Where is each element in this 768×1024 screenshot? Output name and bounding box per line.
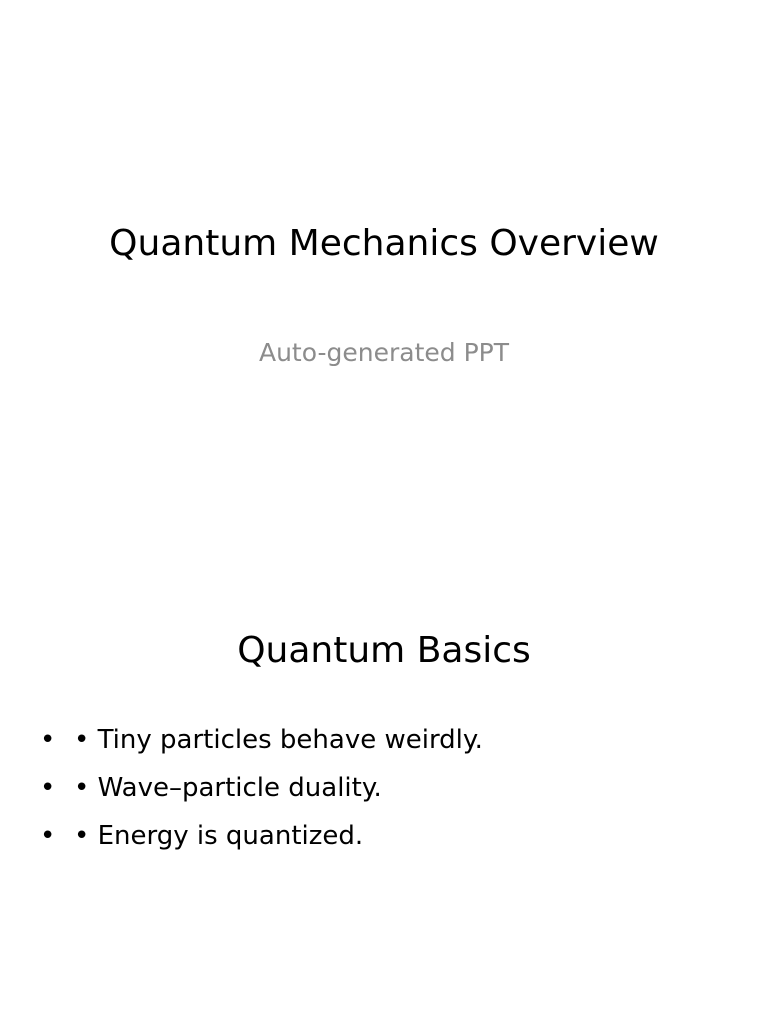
bullet-marker: • — [40, 773, 56, 803]
slide-1-title: Quantum Mechanics Overview — [109, 223, 659, 264]
bullet-item — [40, 764, 483, 812]
bullet-text: • Energy is quantized. — [74, 821, 364, 851]
bullet-item — [40, 812, 483, 860]
bullet-marker: • — [40, 725, 56, 755]
bullet-item — [40, 716, 483, 764]
bullet-marker: • — [40, 821, 56, 851]
slide-1-subtitle: Auto-generated PPT — [258, 338, 510, 367]
bullet-list — [40, 716, 483, 860]
slide-2-title: Quantum Basics — [237, 630, 531, 671]
slide-quantum-basics — [0, 512, 768, 1024]
bullet-text: • Tiny particles behave weirdly. — [74, 725, 483, 755]
bullet-text: • Wave–particle duality. — [74, 773, 382, 803]
